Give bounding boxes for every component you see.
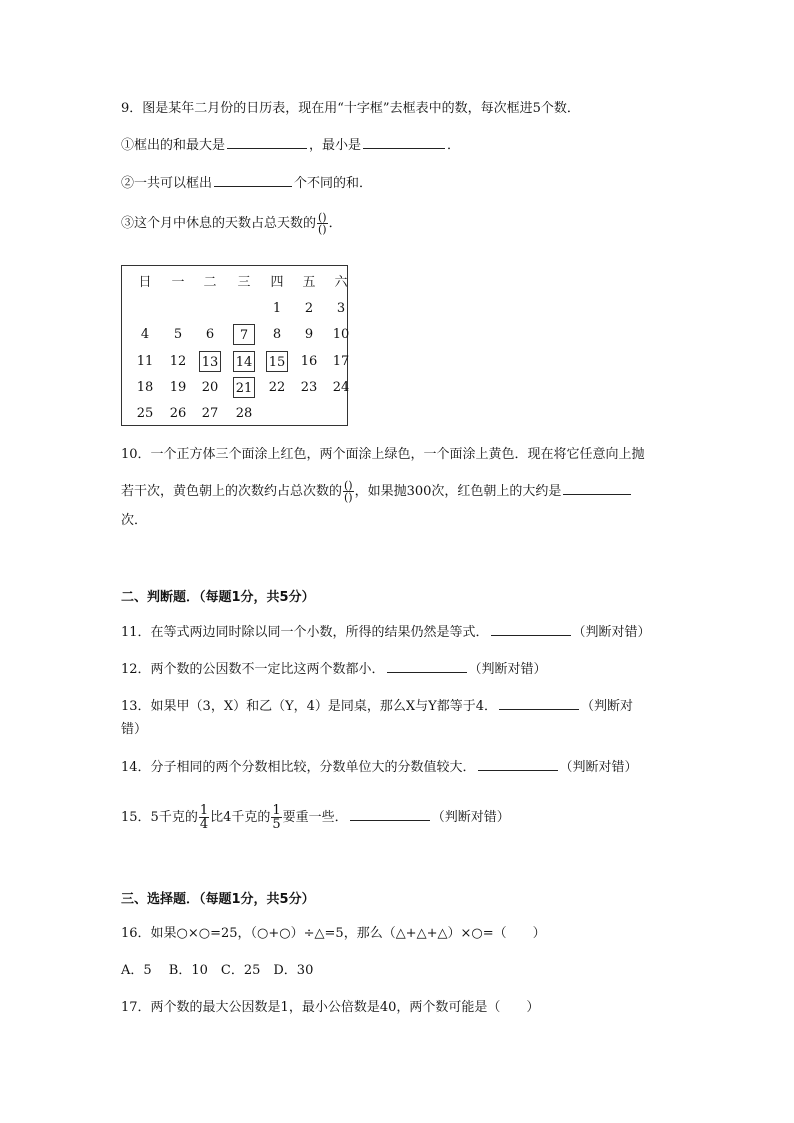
calendar-day-cell: 9	[304, 327, 314, 342]
q9-part3-text-a: ③这个月中休息的天数占总天数的	[121, 216, 317, 231]
q14-text: 14．分子相同的两个分数相比较，分数单位大的分数值较大．	[121, 760, 476, 775]
calendar-day-cell: 19	[169, 380, 187, 395]
q15-fraction2-denominator: 5	[272, 817, 281, 832]
q15-fraction1-numerator: 1	[199, 803, 209, 818]
q10-line2-text-a: 若干次，黄色朝上的次数约占总次数的	[121, 484, 343, 499]
q15	[121, 804, 510, 831]
calendar-header-cell: 二	[203, 275, 217, 290]
q13-text: 13．如果甲（3，X）和乙（Y，4）是同桌，那么X与Y都等于4．	[121, 699, 498, 714]
q9-count-blank[interactable]	[214, 174, 292, 187]
calendar-header-cell: 六	[334, 275, 348, 290]
q12-answer-blank[interactable]	[387, 660, 467, 673]
calendar-day-cell: 4	[140, 327, 150, 342]
q14-answer-blank[interactable]	[478, 758, 558, 771]
q15-fraction-one-fifth	[271, 804, 281, 831]
calendar-cross-frame-cell: 13	[199, 351, 221, 372]
section-true-false-title: 二、判断题．（每题1分，共5分）	[121, 590, 315, 605]
q10-line2	[121, 480, 633, 503]
calendar-day-cell: 10	[332, 327, 350, 342]
q9-part3-text-b: ．	[328, 216, 342, 231]
q12-tag: （判断对错）	[468, 662, 547, 677]
calendar-day-cell: 26	[169, 406, 187, 421]
q9-fraction-numerator: ()	[318, 211, 327, 224]
q9-part3	[121, 212, 342, 235]
q10-red-count-blank[interactable]	[563, 482, 631, 495]
q14	[121, 758, 638, 777]
calendar-day-cell: 2	[304, 301, 314, 316]
q9-part1-text-b: ，最小是	[309, 138, 362, 153]
q9-min-sum-blank[interactable]	[363, 136, 445, 149]
q13-tag: （判断对	[581, 699, 634, 714]
q10-fraction[interactable]	[343, 480, 354, 503]
calendar-day-cell: 22	[268, 380, 286, 395]
calendar-cross-frame-cell: 7	[233, 324, 255, 345]
q10-line2-text-b: ，如果抛300次，红色朝上的大约是	[354, 484, 562, 499]
calendar-day-cell: 12	[169, 354, 187, 369]
q16-options[interactable]: A．5 B．10 C．25 D．30	[121, 963, 314, 978]
q17-text: 17．两个数的最大公因数是1，最小公倍数是40，两个数可能是（ ）	[121, 1000, 540, 1015]
q9-stem: 9．图是某年二月份的日历表，现在用“十字框”去框表中的数，每次框进5个数．	[121, 101, 580, 116]
q9-fraction[interactable]	[317, 212, 328, 235]
section-multiple-choice-title: 三、选择题．（每题1分，共5分）	[121, 892, 315, 907]
q9-part1-text-c: ．	[447, 138, 461, 153]
calendar-day-cell: 11	[136, 354, 154, 369]
calendar-day-cell: 20	[201, 380, 219, 395]
q10-line3: 次．	[121, 513, 148, 528]
calendar-header-cell: 五	[302, 275, 316, 290]
q10-fraction-numerator: ()	[344, 479, 353, 492]
q16-text: 16．如果○×○=25，（○+○）÷△=5，那么（△+△+△）×○=（ ）	[121, 926, 546, 941]
february-calendar	[121, 265, 348, 426]
q12	[121, 660, 547, 679]
calendar-day-cell: 18	[136, 380, 154, 395]
calendar-header-cell: 日	[138, 275, 152, 290]
calendar-day-cell: 5	[173, 327, 183, 342]
q15-answer-blank[interactable]	[350, 808, 430, 821]
q13-answer-blank[interactable]	[499, 697, 579, 710]
calendar-day-cell: 8	[272, 327, 282, 342]
calendar-day-cell: 6	[205, 327, 215, 342]
calendar-day-cell: 17	[332, 354, 350, 369]
q15-fraction-one-quarter	[199, 804, 209, 831]
q13	[121, 697, 633, 716]
q12-text: 12．两个数的公因数不一定比这两个数都小．	[121, 662, 385, 677]
calendar-cross-frame-cell: 14	[233, 351, 255, 372]
q9-max-sum-blank[interactable]	[227, 136, 307, 149]
calendar-day-cell: 23	[300, 380, 318, 395]
calendar-day-cell: 25	[136, 406, 154, 421]
q15-text-a: 15．5千克的	[121, 810, 198, 825]
calendar-header-cell: 一	[171, 275, 185, 290]
calendar-day-cell: 16	[300, 354, 318, 369]
q9-part2	[121, 174, 372, 193]
q13-continued: 错）	[121, 722, 148, 737]
q15-fraction2-numerator: 1	[272, 803, 281, 818]
q11-text: 11．在等式两边同时除以同一个小数，所得的结果仍然是等式．	[121, 625, 489, 640]
q9-part1-text-a: ①框出的和最大是	[121, 138, 226, 153]
calendar-day-cell: 24	[332, 380, 350, 395]
q15-tag: （判断对错）	[431, 810, 510, 825]
q14-tag: （判断对错）	[559, 760, 638, 775]
calendar-cross-frame-cell: 15	[266, 351, 288, 372]
q10-fraction-denominator: ()	[344, 491, 353, 504]
calendar-day-cell: 27	[201, 406, 219, 421]
q9-part2-text-b: 个不同的和．	[294, 176, 373, 191]
calendar-day-cell: 1	[272, 301, 282, 316]
q15-text-b: 比4千克的	[210, 810, 271, 825]
q11-answer-blank[interactable]	[491, 623, 571, 636]
q11	[121, 623, 651, 642]
q9-part1	[121, 136, 460, 155]
q9-fraction-denominator: ()	[318, 223, 327, 236]
calendar-header-cell: 三	[237, 275, 251, 290]
calendar-header-cell: 四	[270, 275, 284, 290]
q9-part2-text-a: ②一共可以框出	[121, 176, 213, 191]
calendar-cross-frame-cell: 21	[233, 377, 255, 398]
q15-text-c: 要重一些．	[282, 810, 348, 825]
q10-line1: 10．一个正方体三个面涂上红色，两个面涂上绿色，一个面涂上黄色．现在将它任意向上抛	[121, 447, 645, 462]
q11-tag: （判断对错）	[572, 625, 651, 640]
calendar-day-cell: 3	[336, 301, 346, 316]
calendar-day-cell: 28	[235, 406, 253, 421]
q15-fraction1-denominator: 4	[199, 817, 209, 832]
